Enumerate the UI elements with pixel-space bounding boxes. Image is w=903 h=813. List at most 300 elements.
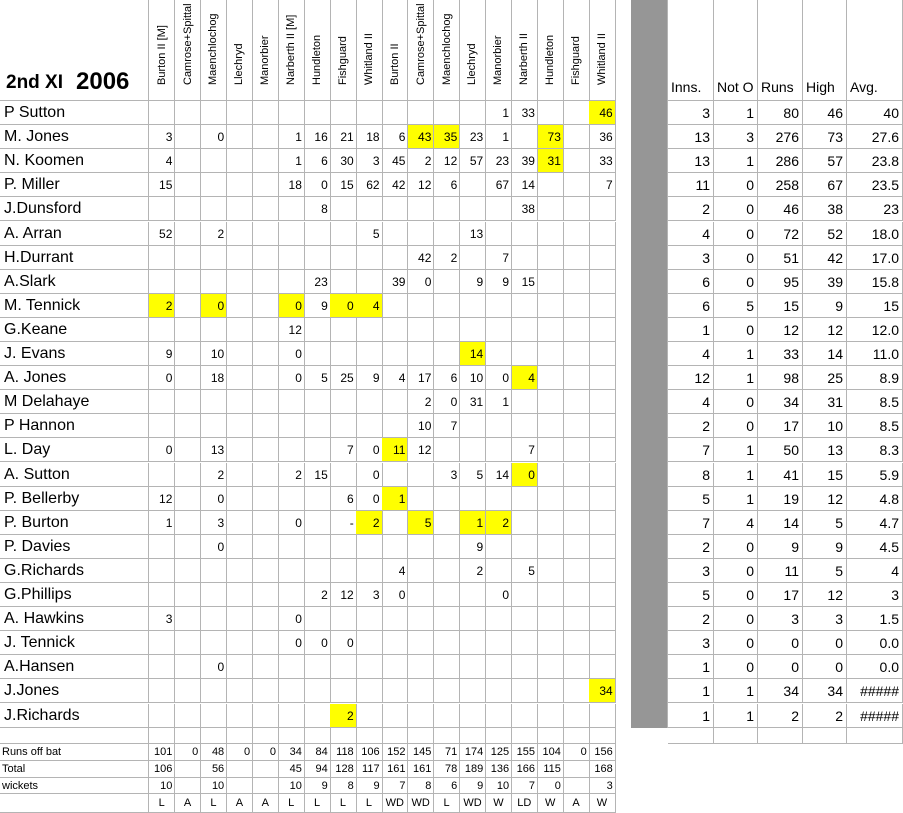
stat-noto: 3 [714,125,758,149]
score-cell: 0 [304,173,330,197]
score-cell [227,631,253,655]
score-cell: 23 [486,149,512,173]
score-cell [175,704,201,728]
result-cell: A [227,794,253,813]
score-cell [538,438,564,462]
spacer-cell [201,728,227,744]
footer-value: 106 [149,761,175,778]
score-cell [253,607,279,631]
footer-label: wickets [0,778,149,795]
score-cell: 5 [512,559,538,583]
score-cell [279,655,305,679]
score-cell [304,679,330,703]
score-cell [538,679,564,703]
stat-avg: 8.5 [847,414,903,438]
score-cell [408,101,434,125]
score-cell: 33 [512,101,538,125]
stat-noto: 1 [714,679,758,703]
score-cell [434,438,460,462]
stat-runs: 0 [758,631,803,655]
score-cell [538,655,564,679]
score-cell [563,463,589,487]
score-cell [227,197,253,221]
score-cell [589,535,615,559]
footer-value: 189 [460,761,486,778]
footer-value [563,761,589,778]
stat-runs: 3 [758,607,803,631]
score-cell: 4 [512,366,538,390]
spacer-cell [304,728,330,744]
score-cell [563,222,589,246]
result-cell: W [589,794,615,813]
score-cell [382,294,408,318]
score-cell [434,294,460,318]
stat-noto: 1 [714,438,758,462]
match-name: Burton II [388,43,401,85]
stat-high: 52 [803,222,847,246]
score-cell: 31 [538,149,564,173]
score-cell: 52 [149,222,175,246]
stat-header [758,0,803,101]
stat-avg: 8.5 [847,390,903,414]
score-cell [304,318,330,342]
footer-value: 10 [149,778,175,795]
stat-runs: 258 [758,173,803,197]
stat-header [847,0,903,101]
score-cell: 13 [460,222,486,246]
score-cell [304,101,330,125]
score-cell [408,294,434,318]
score-cell [486,414,512,438]
score-cell: 39 [382,270,408,294]
stat-inns: 2 [668,607,714,631]
stat-runs: 14 [758,511,803,535]
score-cell [227,101,253,125]
score-cell [149,101,175,125]
score-cell [330,535,356,559]
score-cell: 9 [149,342,175,366]
score-cell: 2 [304,583,330,607]
player-name: P. Burton [0,511,149,535]
score-cell [201,270,227,294]
score-cell [227,390,253,414]
score-cell: 5 [408,511,434,535]
score-cell: 3 [434,463,460,487]
spacer-cell [253,728,279,744]
score-cell [563,511,589,535]
stat-noto: 0 [714,559,758,583]
score-cell: 1 [149,511,175,535]
score-cell [330,655,356,679]
score-cell [589,583,615,607]
stat-runs: 51 [758,246,803,270]
match-header [201,0,227,101]
score-cell [382,535,408,559]
score-cell [460,655,486,679]
footer-value: 168 [589,761,615,778]
score-cell [589,222,615,246]
score-cell [227,679,253,703]
match-name: Whitland II [362,33,375,85]
stat-inns: 1 [668,318,714,342]
score-cell [356,246,382,270]
score-cell [538,487,564,511]
stat-high: 38 [803,197,847,221]
score-cell: 23 [460,125,486,149]
player-name: G.Phillips [0,583,149,607]
score-cell: 18 [279,173,305,197]
score-cell [408,655,434,679]
footer-value: 161 [408,761,434,778]
score-cell: 2 [330,704,356,728]
score-cell [589,342,615,366]
stat-inns: 8 [668,463,714,487]
stat-high: 15 [803,463,847,487]
stat-avg: 3 [847,583,903,607]
match-name: Fishguard [570,36,583,85]
result-cell: L [149,794,175,813]
stat-noto: 1 [714,463,758,487]
stat-noto: 1 [714,366,758,390]
score-cell [408,487,434,511]
stat-runs: 17 [758,414,803,438]
score-cell: 1 [486,125,512,149]
player-name: A. Hawkins [0,607,149,631]
stat-inns: 1 [668,679,714,703]
footer-value: 45 [279,761,305,778]
score-cell [434,222,460,246]
player-name: J.Richards [0,704,149,728]
footer-value: 0 [253,744,279,761]
stat-header [803,0,847,101]
result-cell: L [434,794,460,813]
match-header [538,0,564,101]
score-cell: 0 [486,583,512,607]
score-cell [460,679,486,703]
match-header [382,0,408,101]
spacer-cell [758,728,803,744]
score-cell [356,535,382,559]
score-cell [408,704,434,728]
score-cell: 9 [460,535,486,559]
score-cell [563,607,589,631]
score-cell: 10 [201,342,227,366]
stat-inns: 1 [668,655,714,679]
stat-noto: 0 [714,390,758,414]
score-cell: 16 [304,125,330,149]
result-cell: A [563,794,589,813]
score-cell [175,463,201,487]
footer-value: 48 [201,744,227,761]
score-cell [175,559,201,583]
score-cell [227,607,253,631]
score-cell [563,535,589,559]
footer-value: 9 [304,778,330,795]
match-header [356,0,382,101]
score-cell [563,294,589,318]
result-cell: L [201,794,227,813]
stat-high: 5 [803,511,847,535]
stat-high: 0 [803,631,847,655]
score-cell [589,607,615,631]
score-cell [356,390,382,414]
stat-runs: 72 [758,222,803,246]
score-cell [538,318,564,342]
stat-runs: 34 [758,679,803,703]
stat-inns: 5 [668,583,714,607]
match-header [460,0,486,101]
spacer-cell [714,728,758,744]
match-header [434,0,460,101]
stat-noto: 1 [714,704,758,728]
stat-noto: 5 [714,294,758,318]
score-cell [512,607,538,631]
score-cell: 15 [304,463,330,487]
score-cell [253,222,279,246]
score-cell [356,342,382,366]
match-header [149,0,175,101]
score-cell [486,342,512,366]
stat-runs: 276 [758,125,803,149]
separator-column [631,0,668,728]
score-cell [149,414,175,438]
score-cell [356,679,382,703]
score-cell: 21 [330,125,356,149]
stat-header [714,0,758,101]
score-cell [330,101,356,125]
score-cell [279,390,305,414]
spacer-cell [382,728,408,744]
score-cell [408,607,434,631]
score-cell: 62 [356,173,382,197]
score-cell: 57 [460,149,486,173]
footer-value: 161 [382,761,408,778]
score-cell [149,463,175,487]
footer-value: 94 [304,761,330,778]
score-cell [253,704,279,728]
score-cell: 7 [512,438,538,462]
score-cell [589,197,615,221]
footer-value: 78 [434,761,460,778]
score-cell [563,390,589,414]
sheet-title [0,0,149,101]
score-cell: 9 [486,270,512,294]
score-cell: 0 [201,487,227,511]
score-cell [227,463,253,487]
score-cell: 6 [434,366,460,390]
score-cell [538,342,564,366]
spacer-cell [227,728,253,744]
stat-avg: 4.5 [847,535,903,559]
score-cell [460,631,486,655]
score-cell [279,246,305,270]
score-cell [563,631,589,655]
score-cell: 73 [538,125,564,149]
stat-high: 10 [803,414,847,438]
score-cell: 1 [460,511,486,535]
score-cell: 12 [408,438,434,462]
score-cell: 2 [434,246,460,270]
score-cell: 3 [149,607,175,631]
stat-inns: 3 [668,246,714,270]
score-cell [382,463,408,487]
result-cell: W [538,794,564,813]
score-cell [253,390,279,414]
spacer-cell [330,728,356,744]
score-cell [253,101,279,125]
stat-runs: 286 [758,149,803,173]
footer-value [175,778,201,795]
score-cell [434,487,460,511]
score-cell [512,294,538,318]
score-cell [538,101,564,125]
score-cell: 12 [434,149,460,173]
player-name: A. Jones [0,366,149,390]
score-cell [563,366,589,390]
score-cell [253,679,279,703]
score-cell [201,246,227,270]
score-cell: 0 [201,125,227,149]
score-cell [460,318,486,342]
spacer-cell [538,728,564,744]
match-header [175,0,201,101]
score-cell [563,125,589,149]
footer-value [253,778,279,795]
stat-high: 73 [803,125,847,149]
result-cell: L [279,794,305,813]
result-cell: W [486,794,512,813]
score-cell [201,583,227,607]
score-cell: 67 [486,173,512,197]
score-cell [460,704,486,728]
spacer-cell [175,728,201,744]
stat-inns: 2 [668,535,714,559]
score-cell [589,390,615,414]
score-cell [304,704,330,728]
score-cell: 7 [330,438,356,462]
score-cell [434,342,460,366]
match-header [486,0,512,101]
score-cell [563,414,589,438]
score-cell [227,487,253,511]
stat-avg: 23.5 [847,173,903,197]
score-cell [538,559,564,583]
score-cell [356,631,382,655]
score-cell [175,246,201,270]
stat-avg: 15.8 [847,270,903,294]
score-cell [253,583,279,607]
score-cell [227,270,253,294]
score-cell [589,559,615,583]
stat-noto: 0 [714,318,758,342]
score-cell: 0 [279,342,305,366]
result-label [0,794,149,813]
score-cell [201,101,227,125]
player-name: P Sutton [0,101,149,125]
title-prefix: 2nd XI [6,72,64,93]
stat-inns: 1 [668,704,714,728]
spacer-row [0,728,149,744]
player-name: H.Durrant [0,246,149,270]
footer-value: 156 [589,744,615,761]
score-cell: 2 [486,511,512,535]
stat-header-label: Not O [717,79,754,95]
stat-runs: 50 [758,438,803,462]
match-name: Camrose+Spittal [414,3,427,85]
spacer-cell [460,728,486,744]
score-cell [563,149,589,173]
score-cell [563,270,589,294]
score-cell [408,463,434,487]
score-cell [175,270,201,294]
score-cell [434,607,460,631]
player-name: P Hannon [0,414,149,438]
footer-value: 0 [175,744,201,761]
stat-inns: 6 [668,270,714,294]
score-cell: 0 [330,631,356,655]
score-cell: 0 [486,366,512,390]
match-name: Burton II [M] [155,25,168,85]
score-cell [512,631,538,655]
stat-high: 2 [803,704,847,728]
score-cell [201,631,227,655]
score-cell [589,704,615,728]
score-cell [538,294,564,318]
score-cell [382,318,408,342]
footer-value: 0 [227,744,253,761]
stat-avg: 11.0 [847,342,903,366]
score-cell [253,414,279,438]
score-cell: 23 [304,270,330,294]
stat-runs: 2 [758,704,803,728]
result-cell: A [253,794,279,813]
score-cell [330,197,356,221]
score-cell [356,270,382,294]
score-cell [512,318,538,342]
score-cell [434,559,460,583]
stat-runs: 80 [758,101,803,125]
score-cell: 0 [279,607,305,631]
score-cell [175,294,201,318]
stat-runs: 34 [758,390,803,414]
score-cell [175,655,201,679]
score-cell [512,222,538,246]
stat-inns: 4 [668,390,714,414]
score-cell [486,535,512,559]
score-cell [538,222,564,246]
score-cell: 8 [304,197,330,221]
score-cell: 42 [408,246,434,270]
stat-inns: 3 [668,101,714,125]
score-cell [486,294,512,318]
score-cell [227,246,253,270]
stat-inns: 13 [668,149,714,173]
spacer-cell [486,728,512,744]
score-cell [486,607,512,631]
score-cell [563,246,589,270]
score-cell [201,318,227,342]
score-cell [201,414,227,438]
score-cell: 3 [201,511,227,535]
score-cell [512,487,538,511]
score-cell [486,197,512,221]
score-cell [408,535,434,559]
score-cell [512,704,538,728]
score-cell [563,342,589,366]
stat-runs: 41 [758,463,803,487]
score-cell [434,631,460,655]
score-cell [330,222,356,246]
